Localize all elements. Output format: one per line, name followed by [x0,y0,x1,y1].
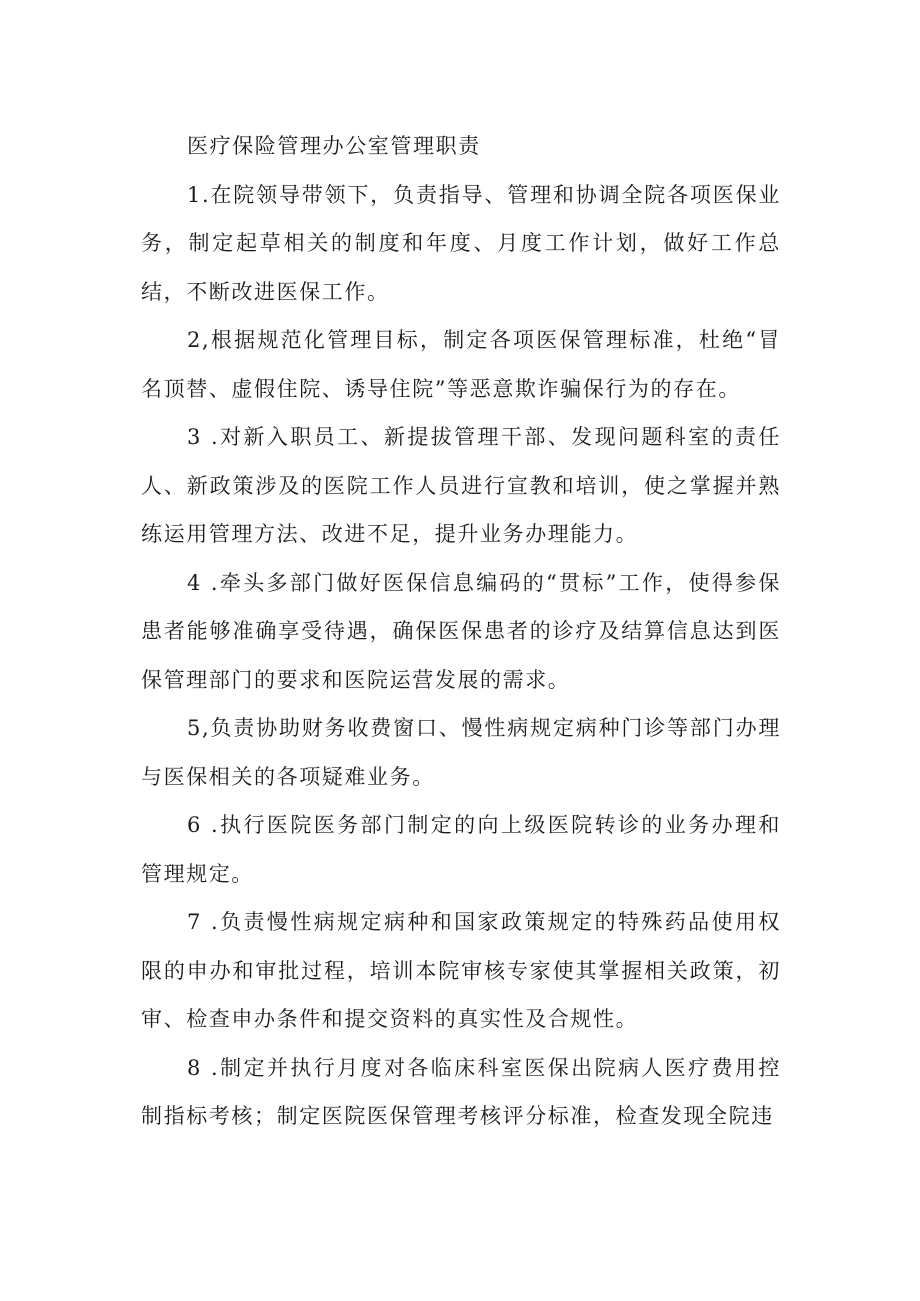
paragraph-8: 8 .制定并执行月度对各临床科室医保出院病人医疗费用控制指标考核；制定医院医保管理考核评分标准，检查发现全院违 [141,1055,781,1128]
paragraph-4: 4 .牵头多部门做好医保信息编码的“贯标”工作，使得参保患者能够准确享受待遇，确保医保患者的诊疗及结算信息达到医保管理部门的要求和医院运营发展的需求。 [141,570,781,692]
paragraph-7: 7 .负责慢性病规定病种和国家政策规定的特殊药品使用权限的申办和审批过程，培训本院审核专家使其掌握相关政策，初审、检查申办条件和提交资料的真实性及合规性。 [141,910,781,1031]
document-title: 医疗保险管理办公室管理职责 [187,134,481,158]
paragraph-6: 6 .执行医院医务部门制定的向上级医院转诊的业务办理和管理规定。 [141,813,781,886]
paragraph-1: 1.在院领导带领下，负责指导、管理和协调全院各项医保业务，制定起草相关的制度和年度、月度工作计划，做好工作总结，不断改进医保工作。 [141,182,781,304]
document-body [141,122,781,1141]
paragraph-2: 2,根据规范化管理目标，制定各项医保管理标准，杜绝“冒名顶替、虚假住院、诱导住院”等恶意欺诈骗保行为的存在。 [141,328,781,401]
paragraph-3: 3 .对新入职员工、新提拔管理干部、发现问题科室的责任人、新政策涉及的医院工作人员进行宣教和培训，使之掌握并熟练运用管理方法、改进不足，提升业务办理能力。 [141,425,781,546]
paragraph-5: 5,负责协助财务收费窗口、慢性病规定病种门诊等部门办理与医保相关的各项疑难业务。 [141,716,781,789]
